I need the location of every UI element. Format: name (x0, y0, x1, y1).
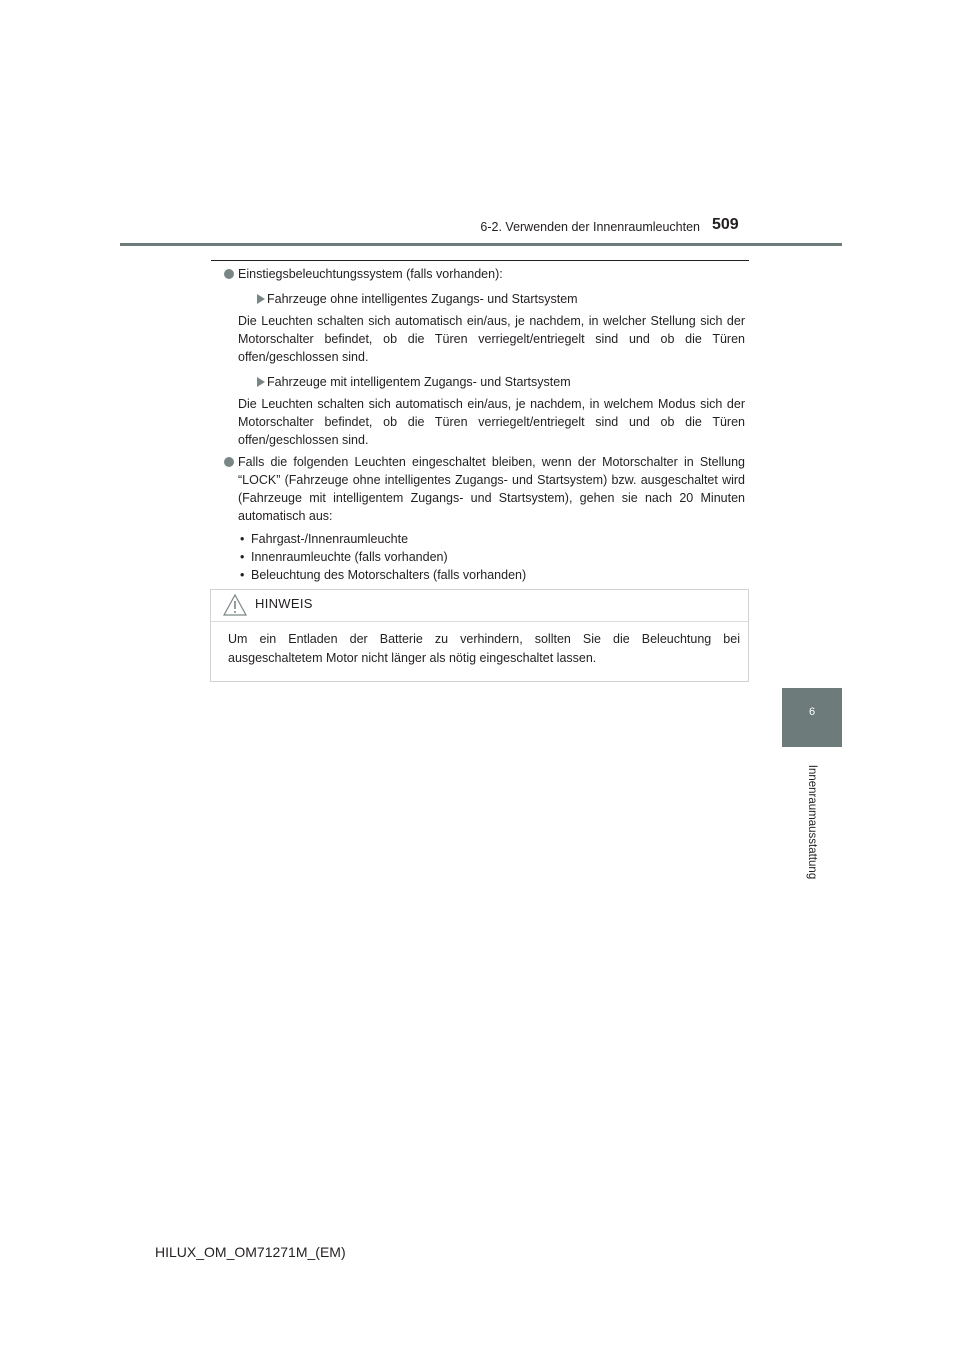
chapter-tab (782, 688, 842, 747)
bullet-dot-icon (224, 457, 234, 467)
bullet-text: Einstiegsbeleuchtungssystem (falls vorhanden): (238, 267, 503, 281)
list-bullet-icon: • (240, 550, 245, 564)
notice-body: Um ein Entladen der Batterie zu verhindern, sollten Sie die Beleuchtung bei ausgeschaltetem Motor nicht länger als nötig eingeschaltet lassen. (228, 632, 740, 665)
warning-triangle-icon (222, 593, 248, 617)
list-item (238, 530, 745, 548)
list-item-text: Innenraumleuchte (falls vorhanden) (251, 550, 448, 564)
triangle-right-icon (257, 294, 265, 304)
notice-title: HINWEIS (255, 596, 313, 611)
notice-header (211, 590, 748, 622)
bullet-dot-icon (224, 269, 234, 279)
bullet-auto-off (221, 453, 745, 525)
sub-heading-text: Fahrzeuge ohne intelligentes Zugangs- und Startsystem (267, 292, 578, 306)
paragraph-without-smart-entry: Die Leuchten schalten sich automatisch ein/aus, je nachdem, in welcher Stellung sich der Motorschalter befindet, ob die Türen verriegelt/entriegelt sind und ob die Türen offen/geschlossen sind. (238, 314, 745, 364)
content-top-divider (211, 260, 749, 261)
paragraph-with-smart-entry: Die Leuchten schalten sich automatisch ein/aus, je nachdem, in welchem Modus sich der Motorschalter befindet, ob die Türen verriegelt/entriegelt sind und ob die Türen offen/geschlossen sind. (238, 397, 745, 447)
list-item-text: Fahrgast-/Innenraumleuchte (251, 532, 409, 546)
header-divider (120, 243, 842, 246)
notice-box (210, 589, 749, 682)
bullet-entry-lighting (221, 265, 745, 283)
list-item (238, 548, 745, 566)
list-bullet-icon: • (240, 568, 245, 582)
sub-heading-without-smart-entry (238, 290, 745, 308)
sub-heading-text: Fahrzeuge mit intelligentem Zugangs- und Startsystem (267, 375, 571, 389)
document-code: HILUX_OM_OM71271M_(EM) (155, 1244, 346, 1260)
section-title: 6-2. Verwenden der Innenraumleuchten (480, 220, 700, 234)
list-item-text: Beleuchtung des Motorschalters (falls vorhanden) (251, 568, 527, 582)
list-bullet-icon: • (240, 532, 245, 546)
main-content (221, 262, 745, 584)
page-number: 509 (712, 216, 739, 233)
lights-list (238, 530, 745, 584)
chapter-number: 6 (808, 706, 816, 718)
triangle-right-icon (257, 377, 265, 387)
list-item (238, 566, 745, 584)
bullet-text: Falls die folgenden Leuchten eingeschaltet bleiben, wenn der Motorschalter in Stellung “LOCK” (Fahrzeuge ohne intelligentes Zugangs- und Startsystem) bzw. ausgeschaltet wird (Fahrzeuge mit intelligentem Zugangs- und Startsystem), gehen sie nach 20 Minuten automatisch aus: (238, 455, 745, 523)
chapter-label: Innenraumausstattung (806, 764, 818, 880)
sub-heading-with-smart-entry (238, 373, 745, 391)
